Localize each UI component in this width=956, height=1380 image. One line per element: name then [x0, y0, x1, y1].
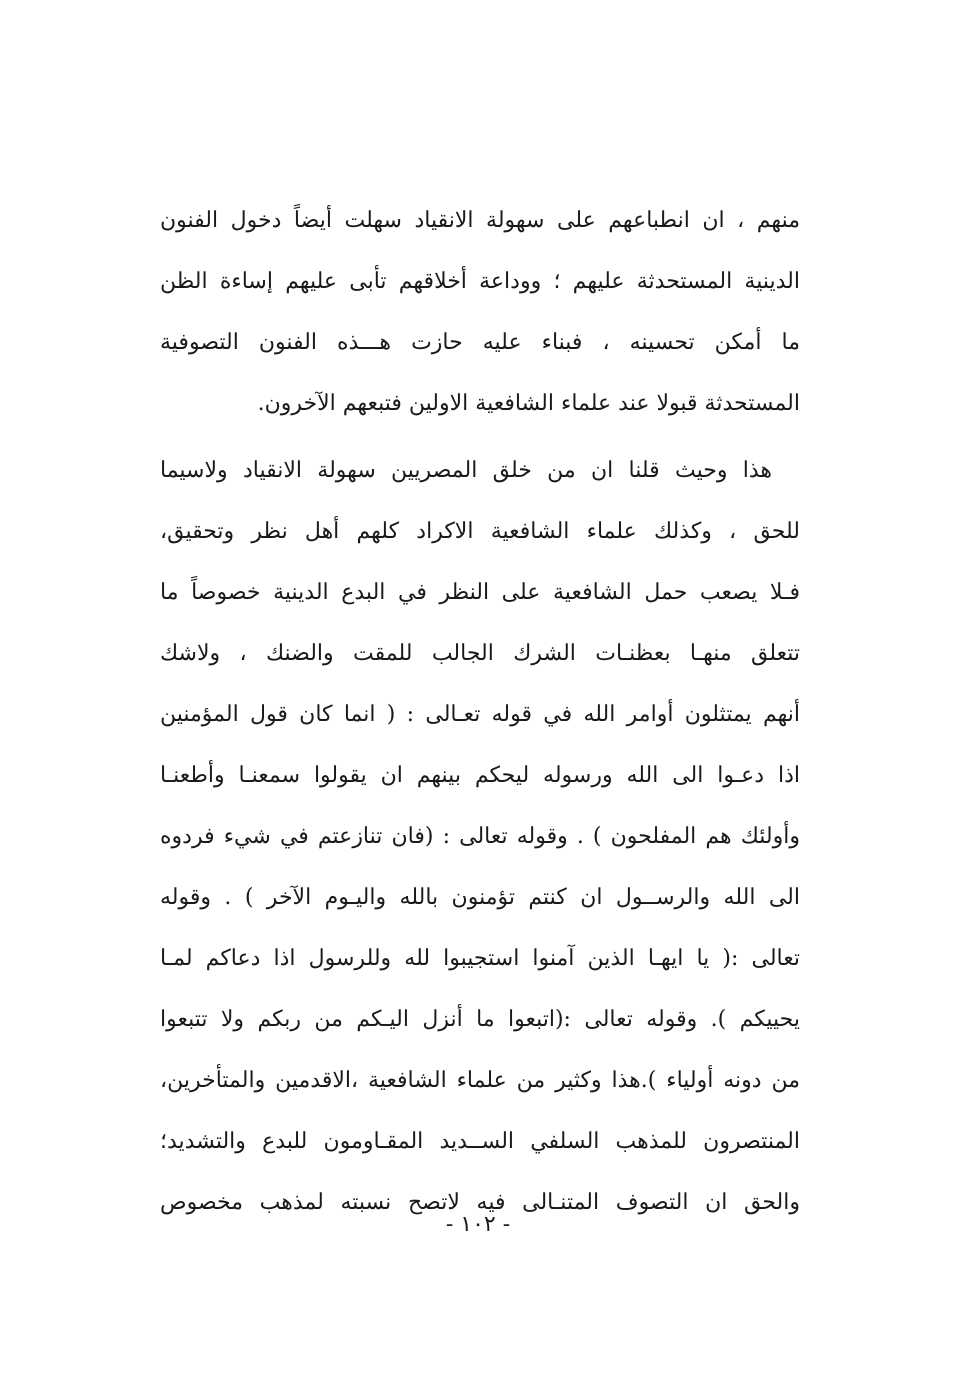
text-line: تتعلق منهـا بعظنـات الشرك الجالب للمقت والضنك ، ولاشك: [160, 641, 800, 666]
text-line: للحق ، وكذلك علماء الشافعية الاكراد كلهم أهل نظر وتحقيق،: [160, 519, 800, 544]
page-number: - ١٠٢ -: [445, 1212, 511, 1237]
text-line: تعالى :( يا ايهـا الذين آمنوا استجيبوا لله وللرسول اذا دعاكم لمـا: [160, 946, 800, 971]
text-line: فـلا يصعب حمل الشافعية على النظر في البدع الدينية خصوصاً ما: [160, 580, 800, 605]
paragraph-2: [160, 440, 800, 1233]
text-line: ما أمكن تحسينه ، فبناء عليه حازت هـــذه الفنون التصوفية: [160, 330, 800, 355]
text-line: يحييكم ). وقوله تعالى :(اتبعوا ما أنزل اليـكم من ربكم ولا تتبعوا: [160, 1007, 800, 1032]
text-line: وأولئك هم المفلحون ) . وقوله تعالى : (فان تنازعتم في شيء فردوه: [160, 824, 800, 849]
text-line: هذا وحيث قلنا ان من خلق المصريين سهولة الانقياد ولاسيما: [160, 458, 772, 483]
text-line: من دونه أولياء ).هذا وكثير من علماء الشافعية ،الاقدمين والمتأخرين،: [160, 1068, 800, 1093]
text-line: والحق ان التصوف المتنـالى فيه لاتصح نسبته لمذهب مخصوص: [160, 1190, 800, 1215]
text-line: المستحدثة قبولا عند علماء الشافعية الاولين فتبعهم الآخرون.: [257, 391, 800, 416]
text-line: الدينية المستحدثة عليهم ؛ ووداعة أخلاقهم تأبى عليهم إساءة الظن: [160, 269, 800, 294]
text-line: أنهم يمتثلون أوامر الله في قوله تعـالى : ( انما كان قول المؤمنين: [160, 702, 800, 727]
text-line: اذا دعـوا الى الله ورسوله ليحكم بينهم ان يقولوا سمعنـا وأطعنـا: [160, 763, 800, 788]
text-line: الى الله والرســول ان كنتم تؤمنون بالله واليـوم الآخر ) . وقوله: [160, 885, 800, 910]
text-line: المنتصرون للمذهب السلفي الســديد المقـاومون للبدع والتشديد؛: [160, 1129, 800, 1154]
paragraph-1: [160, 190, 800, 434]
text-line: منهم ، ان انطباعهم على سهولة الانقياد سهلت أيضاً دخول الفنون: [160, 208, 800, 233]
